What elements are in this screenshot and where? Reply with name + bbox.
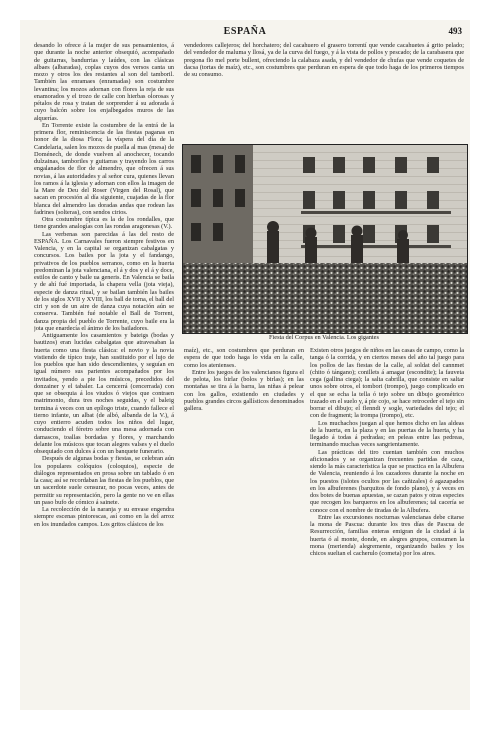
middle-left-text-column [184,347,304,702]
paragraph: vendedores callejeros; del horchatero; del cacahuero el grasero torrentí que vende cacahuetes á grito pelado; del vendedor de maluma y llosá, ya de la curva del fuego, y á la vista de pollos y pescado; de la carabasera que pregona flo mel porte bullent, ofreciendo la calabaza asada, y del vendedor de chufas que vende coquetes de dacsa (tortas de maíz), etc., son costumbres que perduran en espera de que todo haga de los primeros tiempos de su consumo. [184,42,464,78]
paragraph: Existen otros juegos de niños en las casas de campo, como la tanga ó la corrida, y en ciertos meses del año tal juego para los pollos de las fiestas de la calle, al soldat del cannmet (chito ó tángano); conillets á amagar (escondite); la fauveta cega (gallina ciega); la salta cabrilla, que consiste en saltar unos sobre otros, el tombori (trompo), juego complicado en el que se echa la tella ó tejo sobre un dibujo geométrico trazado en el suelo y, á pie cojo, se hace retroceder el tejo sin borrar el dibujo; el flenndi y sogle, variedades del tejo; el con de fragment; la trompa (trompo), etc. [310,347,464,420]
paragraph: Otra costumbre típica es la de los rondalles, que tiene grandes analogías con las rondas aragonesas (V.). [34,216,174,231]
left-text-column [34,42,174,702]
page-number: 493 [448,26,462,36]
figure [182,144,466,344]
right-top-text-column [184,42,464,142]
paragraph: maíz), etc., son costumbres que perduran en espera de que todo haga lo vida en la calle, como los atenienses. [184,347,304,369]
photo-illustration [183,145,467,333]
figure-caption: Fiesta del Corpus en Valencia. Los gigantes [269,334,379,341]
paragraph: Los muchachos juegan al que hemos dicho en las aldeas de la huerta, en la plaza y en las puertas de la huerta, y ha llegado á todas á pedradas; en peleas entre las pedreas, terminando muchas veces sangrientamente. [310,419,464,449]
paragraph: desando lo ofrece á la mujer de sus pensamientos, á que durante la noche anterior obsequió, acompañado de guitarras, bandurrias y laúdes, con las clásicas albaes (albaradas), coplas cuyos dos versos canta un mozo y otros los des restantes al son del tamboril. También las enramaes (enramadas) son costumbre levantina; los mozos adornan con flores la reja de sus enamorados y el trozo de calle con hierbas olorosas y pétalos de rosa y tratan de sorprender á su adorada á cuyo balcón sobre los enjalbegados muros de las alquerías. [34,42,174,122]
book-page [20,20,470,710]
paragraph: Las prácticas del tiro cuentan también con muchos aficionados y se organizan frecuentes partidas de caza, siendo la más característica la que se practica en la Albufera de Valencia, reuniendo á los cazadores durante la noche en los puestos (islotes ocultos por las cañizales) ó agazapados en los albuferenes (barquitos de fondo plano), y á veces en dos botes de buenas apuestas, se cazan patos y otras especies que recogen los barqueros en los albuferenes; tal cacería se conoce con el nombre de tiradas de la Albufera. [310,448,464,514]
paragraph: Las verbenas son parecidas á las del resto de ESPAÑA. Los Carnavales fueron siempre festivos en Valencia, y en la capital se organizan cabalgatas y concursos. Los bailes por la jota y el fandango, privativos de los pueblos serranos, como en la huerta predominan la jota valenciana, el á y dos y el á y doce, estilos de canto y baile ua generis. En Valencia se baila y de ahí fué importada, la chapera vella (jota vieja), especie de danza ritual, y se bailan también las bailes de los siglos XVII y XVIII, los ball de torna, el ball del ciri y son de un aire de danza cuya notación aún se conserva. También fué notable el Ball de Torrent, danza propia del pueblo de Torrente, cuyo baile era la jota que enardecía el ánimo de los bailadores. [34,230,174,332]
photograph-corpus-giants [182,144,468,334]
paragraph: Después de algunas bodas y fiestas, se celebran aún los populares colóquios (coloquios), especie de diálogos representados en prosa sobre un tablado ó en la casa; así se recordaban las fiestas de los pueblos, que un sacerdote suele censurar, no pocas veces, antes de permitir su representación, pero la gente no ve en ellas un paso bufo de cómico á sainete. [34,455,174,506]
page-header [20,26,470,40]
right-bottom-text-column [310,347,464,702]
paragraph: La recolección de la naranja y su envase engendra siempre escenas pintorescas, así como en la del arroz en los inundados campos. Los gritos clásicos de los [34,506,174,528]
paragraph: En Torrente existe la costumbre de la entrá de la primera flor, reminiscencia de las fiestas paganas en honor de la diosa Flora; la víspera del día de la Candelaria, salen los mozos de puella al mas (mesa) de Doménech, de donde vuelven al anochecer, tocando dulzainas, tamboriles y guitarras y trayendo los carros engalanados de flor de almendro, que ofrecen á sus novias, á las autoridades y al señor cura, quienes llevan los ramos á la iglesia y adornan con ellos la imagen de la Mare de Deu del Roser (Virgen del Rosal), que sacan en procesión al día siguiente, cuajadas de la flor blanca del almendro las doradas andas que rodean las fadrines (solteras), con sendos cirios. [34,121,174,216]
paragraph: Entre las excursiones nocturnas valencianas debe citarse la mona de Pascua: durante los tres días de Pascua de Resurrección, familias enteras emigran de la ciudad á la huerta ó al monte, donde, en alegres grupos, consumen la mona (merienda) alegremente, organizando bailes y los chicos sueltan el cacherulo (cometa) por los aires. [310,513,464,557]
running-title: ESPAÑA [223,26,267,37]
paragraph: Entre los juegos de los valencianos figura el de pelota, los birlar (bolos y birlas); en las montañas se tira á la barra, las niñas á pelear con los gallos, existiendo en ciudades y pueblos grandes circos gallísticos denominados gallera. [184,368,304,412]
paragraph: Antiguamente los casamientos y bateigs (bodas y bautizos) eran lucidas cabalgatas que atravesaban la huerta como una fiesta clásica: el novio y la novia vistiendo de típico traje, han sustituido por el lujo de los pueblos que han sido descendientes, y seguían en igual número sus parientes acompañados por los invitados, yendo a pie los músicos, precedidos del donzainer y el tabaler. La cencerrá (cencerrada) con que se obsequia á los viudos ó viejos que contraen matrimonio, dura tres noches seguidas, y el baleig termina á veces con un epílogo triste, cuando fallece el tierno infante, un albat (de albó, albanda de la V.), á cuyo entierro acuden todos los niños del lugar, conduciendo el féretro sobre una mesa adornada con damascos, toallas bordadas y flores, y marchando delante los músicos que tocan alegres valses y el duelo obsequiado con dulces á con un banquete funerario. [34,332,174,455]
